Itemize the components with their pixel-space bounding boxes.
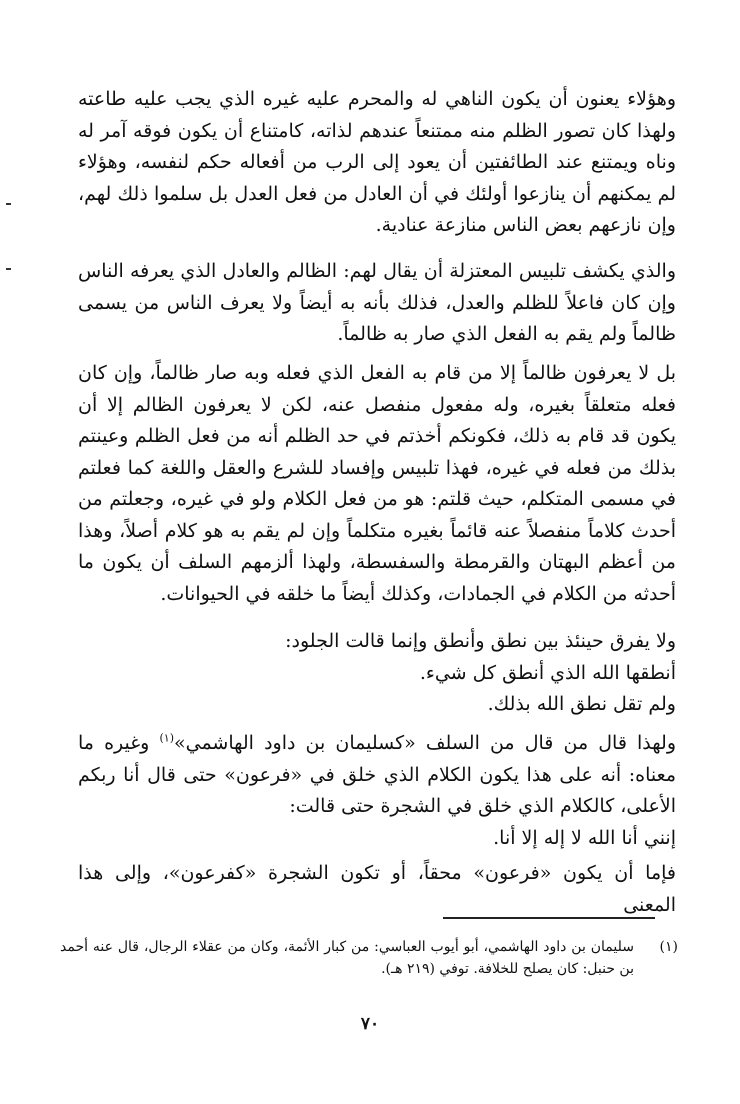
paragraph-text: بل لا يعرفون ظالماً إلا من قام به الفعل الذي فعله وبه صار ظالماً، وإن كان فعله متعلقاً بغيره، وله مفعول منفصل عنه، لكن لا يعرفون الظالم إلا أن يكون قد قام به ذلك، فكونكم أخذتم في حد الظلم أنه من فعل الظلم وعينتم بذلك من فعله في غيره، فهذا تلبيس وإفساد للشرع والعقل واللغة كما فعلتم في مسمى المتكلم، حيث قلتم: هو من فعل الكلام ولو في غيره، وجعلتم من أحدث كلاماً منفصلاً عنه قائماً بغيره متكلماً وإن لم يقم به هو كلام أصلاً، وهذا من أعظم البهتان والقرمطة والسفسطة، ولهذا ألزمهم السلف أن يكون ما أحدثه من الكلام في الجمادات، وكذلك أيضاً ما خلقه في الحيوانات.: [78, 362, 676, 605]
footnote-marker: (١): [659, 939, 678, 955]
verse-intro: ولا يفرق حينئذ بين نطق وأنطق وإنما قالت الجلود:: [285, 630, 676, 652]
page-number: ٧٠: [360, 1014, 380, 1034]
verse-line: أنطقها الله الذي أنطق كل شيء.: [419, 661, 676, 684]
paragraph-5: [78, 858, 676, 921]
footnote-divider: [443, 917, 655, 919]
verse-block: [78, 626, 676, 721]
paragraph-1: [78, 84, 676, 242]
quote-text-after: وغيره ما معناه: أنه على هذا يكون الكلام الذي خلق في «فرعون» حتى قال أنا ربكم الأعلى، كالكلام الذي خلق في الشجرة حتى قالت:: [78, 732, 676, 817]
footnote: [60, 936, 678, 980]
paragraph-3: [78, 358, 676, 610]
footnote-reference: (١): [159, 731, 174, 745]
quote-line: إنني أنا الله لا إله إلا أنا.: [493, 826, 676, 849]
paragraph-text: وهؤلاء يعنون أن يكون الناهي له والمحرم عليه غيره الذي يجب عليه طاعته ولهذا كان تصور الظلم منه ممتنعاً عندهم لذاته، كامتناع أن يكون فوقه آمر له وناه ويمتنع عند الطائفتين أن يعود إلى الرب من أفعاله حكم لنفسه، وهؤلاء لم يمكنهم أن ينازعوا أولئك في أن العادل من فعل العدل بل سلموا ذلك لهم، وإن نازعهم بعض الناس منازعة عنادية.: [78, 88, 676, 236]
paragraph-text: فإما أن يكون «فرعون» محقاً، أو تكون الشجرة «كفرعون»، وإلى هذا المعنى: [78, 862, 676, 916]
footnote-text: سليمان بن داود الهاشمي، أبو أيوب العباسي: من كبار الأئمة، وكان من عقلاء الرجال، قال عنه أحمد بن حنبل: كان يصلح للخلافة. توفي (٢١٩ هـ).: [60, 939, 634, 977]
margin-mark: [6, 203, 11, 205]
paragraph-4: [78, 728, 676, 854]
paragraph-2: [78, 256, 676, 351]
quote-text-before: ولهذا قال من قال من السلف «كسليمان بن داود الهاشمي»: [173, 732, 677, 754]
paragraph-text: والذي يكشف تلبيس المعتزلة أن يقال لهم: الظالم والعادل الذي يعرفه الناس وإن كان فاعلاً للظلم والعدل، فذلك بأنه به أيضاً ولا يعرف الناس من يسمى ظالماً ولم يقم به الفعل الذي صار به ظالماً.: [78, 260, 676, 345]
margin-mark: [6, 268, 11, 270]
paragraph-text: [78, 728, 676, 823]
verse-line: ولم تقل نطق الله بذلك.: [487, 693, 676, 715]
